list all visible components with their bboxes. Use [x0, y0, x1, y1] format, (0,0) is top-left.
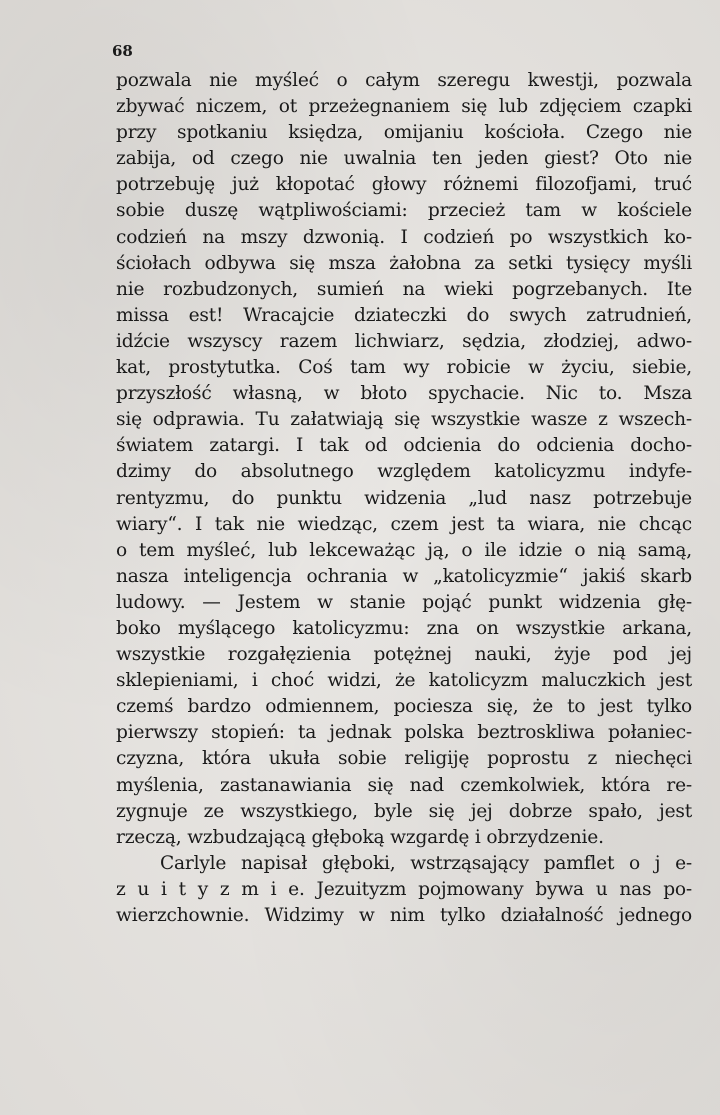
text-line: pierwszy stopień: ta jednak polska beztroskliwa połaniec- [116, 722, 692, 744]
text-line: o tem myśleć, lub lekceważąc ją, o ile idzie o nią samą, [116, 539, 692, 561]
text-line: Carlyle napisał głęboki, wstrząsający pamflet o j e- [160, 852, 692, 874]
text-line: ściołach odbywa się msza żałobna za setki tysięcy myśli [116, 252, 692, 274]
text-line: czyzna, która ukuła sobie religiję poprostu z niechęci [116, 748, 692, 770]
text-line: z u i t y z m i e. Jezuityzm pojmowany bywa u nas po- [116, 878, 692, 900]
text-line: missa est! Wracajcie dziateczki do swych zatrudnień, [116, 304, 692, 326]
text-line: wierzchownie. Widzimy w nim tylko działalność jednego [116, 905, 692, 926]
text-line: sklepieniami, i choć widzi, że katolicyzm maluczkich jest [116, 670, 692, 692]
text-line: zygnuje ze wszystkiego, byle się jej dobrze spało, jest [116, 800, 692, 822]
text-line: pozwala nie myśleć o całym szeregu kwestji, pozwala [116, 70, 692, 91]
text-line: przyszłość własną, w błoto spychacie. Nic to. Msza [116, 383, 692, 405]
text-line: czemś bardzo odmiennem, pociesza się, że to jest tylko [116, 696, 692, 718]
text-line: światem zatargi. I tak od odcienia do odcienia docho- [116, 435, 692, 457]
text-line: zbywać niczem, ot przeżegnaniem się lub zdjęciem czapki [116, 96, 692, 118]
page-number: 68 [112, 42, 133, 60]
text-line: idźcie wszyscy razem lichwiarz, sędzia, złodziej, adwo- [116, 330, 692, 352]
text-line: zabija, od czego nie uwalnia ten jeden giest? Oto nie [116, 148, 692, 170]
text-line: dzimy do absolutnego względem katolicyzmu indyfe- [116, 461, 692, 483]
text-line: ludowy. — Jestem w stanie pojąć punkt widzenia głę- [116, 591, 692, 613]
text-line: kat, prostytutka. Coś tam wy robicie w życiu, siebie, [116, 357, 692, 379]
text-line: codzień na mszy dzwonią. I codzień po wszystkich ko- [116, 226, 692, 248]
text-line: przy spotkaniu księdza, omijaniu kościoła. Czego nie [116, 122, 692, 144]
text-line: myślenia, zastanawiania się nad czemkolwiek, która re- [116, 774, 692, 796]
text-line: potrzebuję już kłopotać głowy różnemi filozofjami, truć [116, 174, 692, 196]
text-line: wszystkie rozgałęzienia potężnej nauki, żyje pod jej [116, 644, 692, 666]
text-line: wiary“. I tak nie wiedząc, czem jest ta wiara, nie chcąc [116, 513, 692, 535]
text-line: rentyzmu, do punktu widzenia „lud nasz potrzebuje [116, 487, 692, 509]
page-text [116, 68, 692, 929]
text-line: rzeczą, wzbudzającą głęboką wzgardę i obrzydzenie. [116, 826, 604, 848]
text-line: nasza inteligencja ochrania w „katolicyzmie“ jakiś skarb [116, 565, 692, 587]
text-line: się odprawia. Tu załatwiają się wszystkie wasze z wszech- [116, 409, 692, 431]
text-line: sobie duszę wątpliwościami: przecież tam w kościele [116, 200, 692, 222]
text-line: boko myślącego katolicyzmu: zna on wszystkie arkana, [116, 617, 692, 639]
text-line: nie rozbudzonych, sumień na wieki pogrzebanych. Ite [116, 278, 692, 300]
